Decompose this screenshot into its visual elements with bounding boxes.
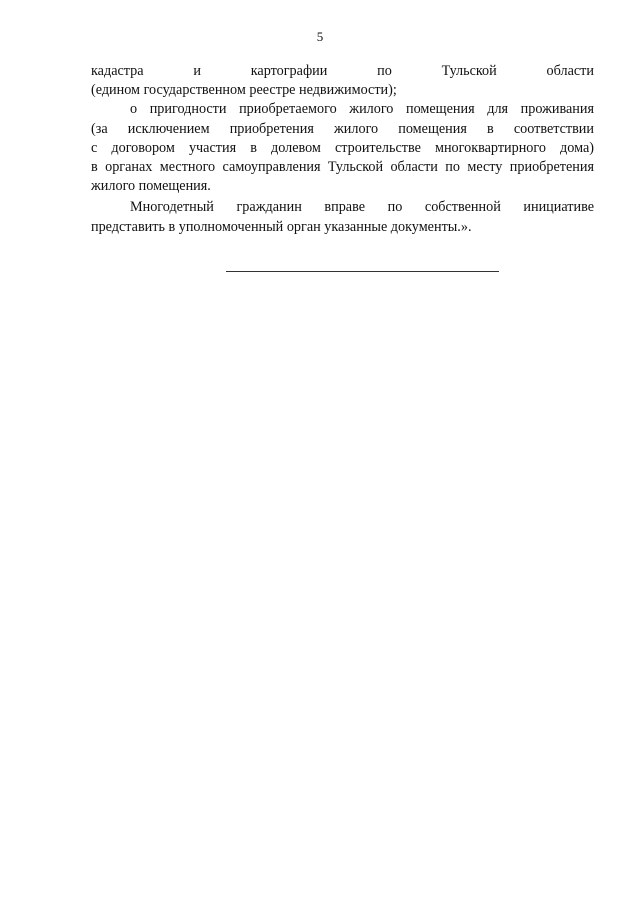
word: и (193, 63, 201, 79)
text-line: (едином государственном реестре недвижимости); (91, 82, 397, 99)
text-line: о пригодности приобретаемого жилого помещения для проживания (130, 101, 594, 118)
paragraph-suitability (91, 100, 594, 196)
text-line: в органах местного самоуправления Тульской области по месту приобретения (91, 159, 594, 176)
paragraph-registry (91, 62, 594, 100)
word: картографии (250, 63, 328, 79)
word: области (546, 63, 594, 79)
text-line: с договором участия в долевом строительстве многоквартирного дома) (91, 139, 594, 156)
text-line: (за исключением приобретения жилого помещения в соответствии (91, 120, 594, 137)
word: Тульской (441, 63, 497, 79)
document-body (91, 62, 594, 237)
word: кадастра (91, 63, 144, 79)
text-line (91, 62, 594, 81)
text-line: представить в уполномоченный орган указанные документы.». (91, 218, 472, 235)
word: по (377, 63, 392, 79)
page-number: 5 (316, 29, 324, 44)
end-separator-line (226, 271, 499, 272)
text-line: Многодетный гражданин вправе по собственной инициативе (130, 199, 594, 216)
paragraph-initiative (91, 198, 594, 236)
text-line: жилого помещения. (91, 178, 211, 195)
